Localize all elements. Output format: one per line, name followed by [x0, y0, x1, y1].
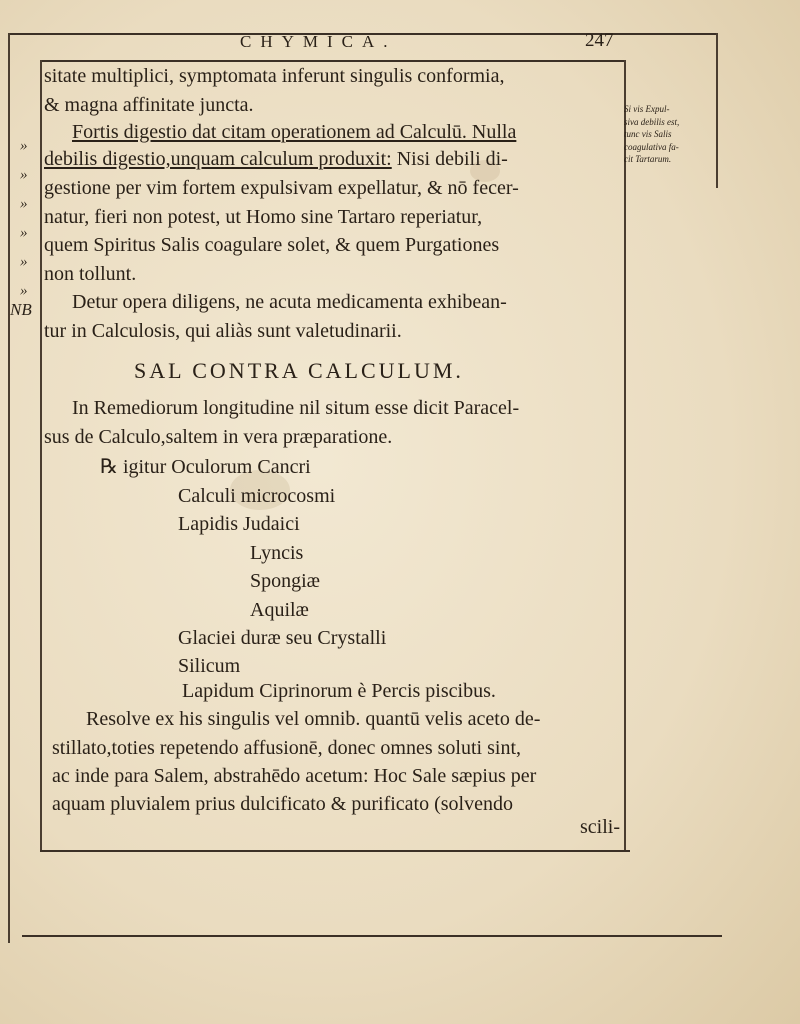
quote-mark: » — [20, 196, 28, 212]
quote-mark: » — [20, 283, 28, 299]
bottom-text-rule — [40, 850, 630, 852]
text-right-rule — [624, 60, 626, 850]
nota-bene-mark: NB — [10, 300, 32, 319]
margin-quote-marks — [20, 132, 38, 306]
margin-note-line: cit Tartarum. — [624, 154, 672, 164]
running-header-title: CHYMICA. — [240, 32, 397, 51]
text-line: In Remediorum longitudine nil situm esse dicit Paracel- — [72, 397, 520, 419]
text-line: natur, fieri non potest, ut Homo sine Tartaro reperiatur, — [44, 206, 483, 228]
text-line: gestione per vim fortem expulsivam expellatur, & nō fecer- — [44, 177, 519, 199]
recipe-item: Lapidum Ciprinorum è Percis piscibus. — [182, 680, 496, 702]
section-heading: SAL CONTRA CALCULUM. — [134, 358, 464, 383]
text-line: Resolve ex his singulis vel omnib. quantū velis aceto de- — [86, 708, 541, 730]
text-line: ac inde para Salem, abstrahēdo acetum: Hoc Sale sæpius per — [52, 765, 537, 787]
recipe-lead — [100, 455, 311, 479]
text-line: aquam pluvialem prius dulcificato & purificato (solvendo — [52, 793, 513, 815]
recipe-lead-text: igitur Oculorum Cancri — [122, 456, 311, 478]
left-frame-rule — [8, 33, 10, 943]
text-line — [44, 147, 508, 171]
margin-note-line: Si vis Expul- — [624, 104, 670, 114]
page-number: 247 — [585, 30, 614, 51]
text-line: quem Spiritus Salis coagulare solet, & quem Purgationes — [44, 234, 500, 256]
quote-mark: » — [20, 254, 28, 270]
underlined-text: debilis digestio,unquam calculum produxit: — [44, 148, 392, 170]
header-rule — [40, 60, 625, 62]
recipe-item: Aquilæ — [250, 599, 309, 621]
text-line: sitate multiplici, symptomata inferunt singulis conformia, — [44, 65, 505, 87]
text-line: Detur opera diligens, ne acuta medicamenta exhibean- — [72, 291, 507, 313]
margin-note — [624, 103, 720, 166]
recipe-item: Glaciei duræ seu Crystalli — [178, 627, 387, 649]
recipe-item: Calculi microcosmi — [178, 485, 336, 507]
text-line: & magna affinitate juncta. — [44, 94, 254, 116]
recipe-item: Lyncis — [250, 542, 304, 564]
text-line: tur in Calculosis, qui aliàs sunt valetudinarii. — [44, 320, 402, 342]
text-line: sus de Calculo,saltem in vera præparatione. — [44, 426, 393, 448]
recipe-symbol: ℞ — [100, 456, 118, 478]
quote-mark: » — [20, 138, 28, 154]
quote-mark: » — [20, 167, 28, 183]
text-line: non tollunt. — [44, 263, 137, 285]
quote-mark: » — [20, 225, 28, 241]
margin-note-line: siva debilis est, — [624, 116, 680, 127]
recipe-item: Silicum — [178, 655, 241, 677]
text-left-rule — [40, 60, 42, 850]
recipe-item: Spongiæ — [250, 570, 321, 592]
text-line: stillato,toties repetendo affusionē, donec omnes soluti sint, — [52, 737, 521, 759]
text-run: Nisi debili di- — [391, 148, 508, 170]
underlined-text-line: Fortis digestio dat citam operationem ad Calculū. Nulla — [72, 121, 517, 143]
catchword: scili- — [580, 816, 620, 838]
margin-note-line: coagulativa fa- — [624, 141, 679, 152]
recipe-item: Lapidis Judaici — [178, 513, 300, 535]
bottom-frame-rule — [22, 935, 722, 937]
margin-note-line: tunc vis Salis — [624, 129, 672, 139]
